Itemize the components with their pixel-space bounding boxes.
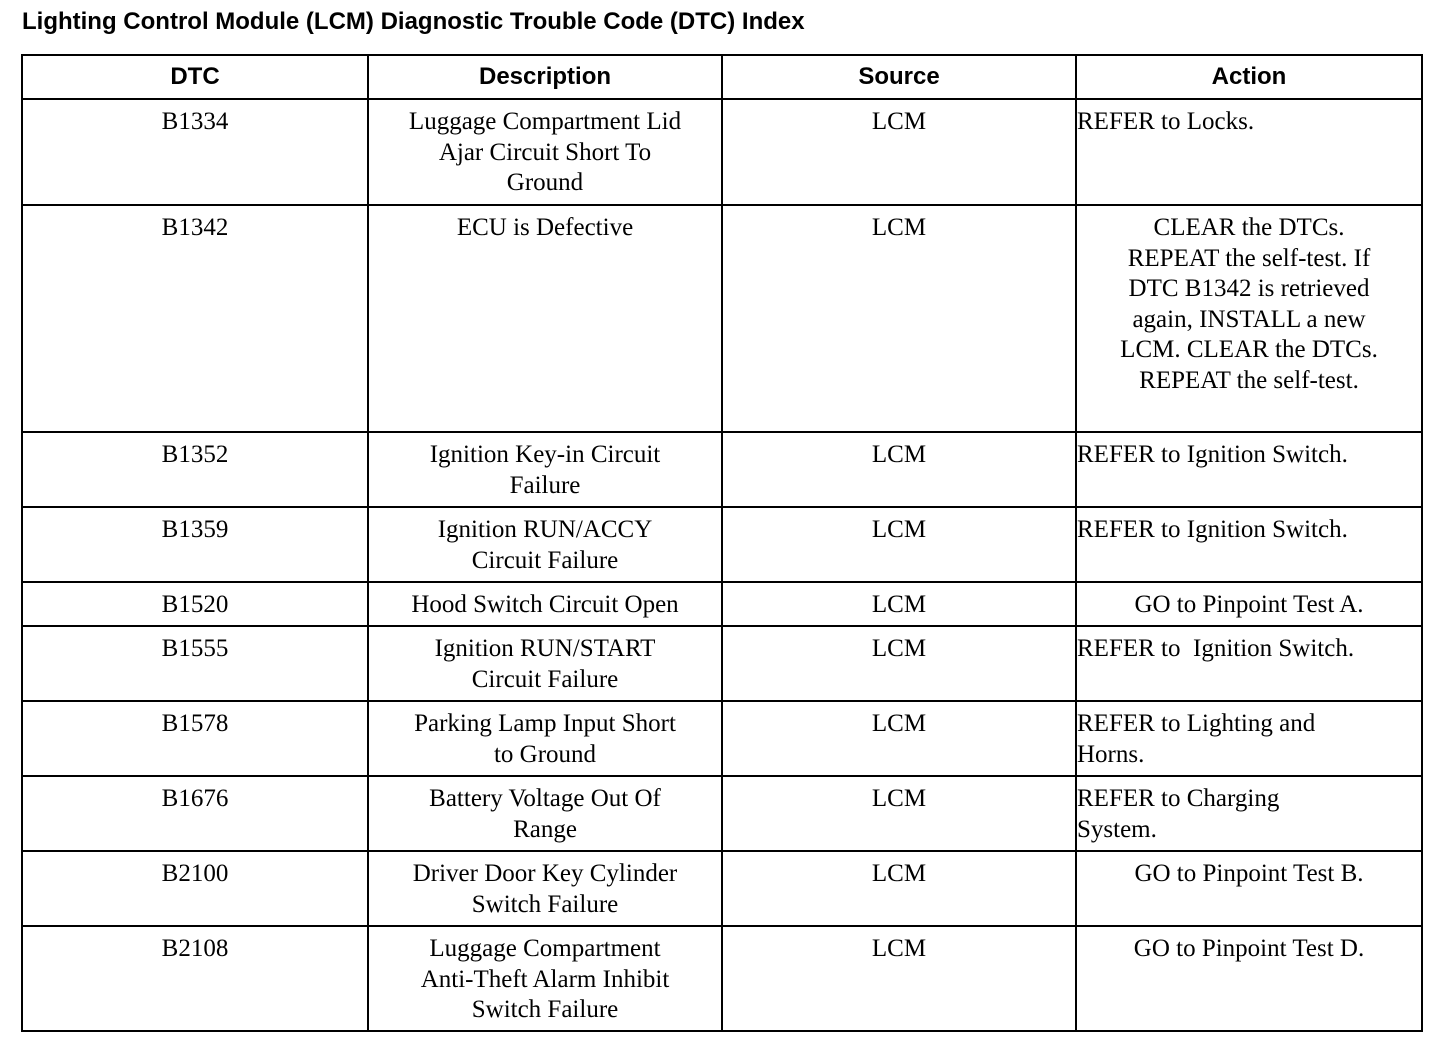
column-header-source: Source [722,55,1076,99]
dtc-description: Parking Lamp Input Short to Ground [368,701,722,776]
table-header-row [22,55,1422,99]
dtc-source: LCM [722,701,1076,776]
dtc-action: REFER to Ignition Switch. [1076,626,1422,701]
table-row [22,851,1422,926]
dtc-code: B1578 [22,701,368,776]
column-header-description: Description [368,55,722,99]
dtc-code: B1676 [22,776,368,851]
dtc-action: GO to Pinpoint Test D. [1076,926,1422,1031]
dtc-source: LCM [722,507,1076,582]
dtc-action: REFER to Locks. [1076,99,1422,205]
dtc-description: Hood Switch Circuit Open [368,582,722,626]
dtc-source: LCM [722,851,1076,926]
dtc-action: REFER to Ignition Switch. [1076,432,1422,507]
dtc-code: B1334 [22,99,368,205]
dtc-description: Ignition RUN/ACCY Circuit Failure [368,507,722,582]
dtc-action: GO to Pinpoint Test B. [1076,851,1422,926]
dtc-action: REFER to Lighting and Horns. [1076,701,1422,776]
dtc-code: B2100 [22,851,368,926]
table-row [22,507,1422,582]
dtc-description: Ignition Key-in Circuit Failure [368,432,722,507]
table-row [22,432,1422,507]
dtc-description: Battery Voltage Out Of Range [368,776,722,851]
dtc-action: GO to Pinpoint Test A. [1076,582,1422,626]
dtc-source: LCM [722,582,1076,626]
dtc-code: B1342 [22,205,368,432]
dtc-code: B1352 [22,432,368,507]
dtc-source: LCM [722,99,1076,205]
table-row [22,582,1422,626]
dtc-source: LCM [722,626,1076,701]
dtc-description: ECU is Defective [368,205,722,432]
dtc-description: Driver Door Key Cylinder Switch Failure [368,851,722,926]
dtc-description: Luggage Compartment Lid Ajar Circuit Short To Ground [368,99,722,205]
table-row [22,701,1422,776]
dtc-action: REFER to Ignition Switch. [1076,507,1422,582]
table-row [22,776,1422,851]
table-row [22,626,1422,701]
dtc-code: B2108 [22,926,368,1031]
column-header-dtc: DTC [22,55,368,99]
dtc-code: B1520 [22,582,368,626]
column-header-action: Action [1076,55,1422,99]
dtc-source: LCM [722,205,1076,432]
dtc-source: LCM [722,776,1076,851]
dtc-source: LCM [722,926,1076,1031]
dtc-action: CLEAR the DTCs. REPEAT the self-test. If DTC B1342 is retrieved again, INSTALL a new LCM. CLEAR the DTCs. REPEAT the self-test. [1076,205,1422,432]
dtc-description: Ignition RUN/START Circuit Failure [368,626,722,701]
dtc-action: REFER to Charging System. [1076,776,1422,851]
table-row [22,99,1422,205]
table-row [22,926,1422,1031]
dtc-index-table [21,54,1423,1032]
dtc-code: B1359 [22,507,368,582]
dtc-source: LCM [722,432,1076,507]
table-row [22,205,1422,432]
dtc-code: B1555 [22,626,368,701]
page-title: Lighting Control Module (LCM) Diagnostic Trouble Code (DTC) Index [22,8,805,35]
dtc-description: Luggage Compartment Anti-Theft Alarm Inhibit Switch Failure [368,926,722,1031]
